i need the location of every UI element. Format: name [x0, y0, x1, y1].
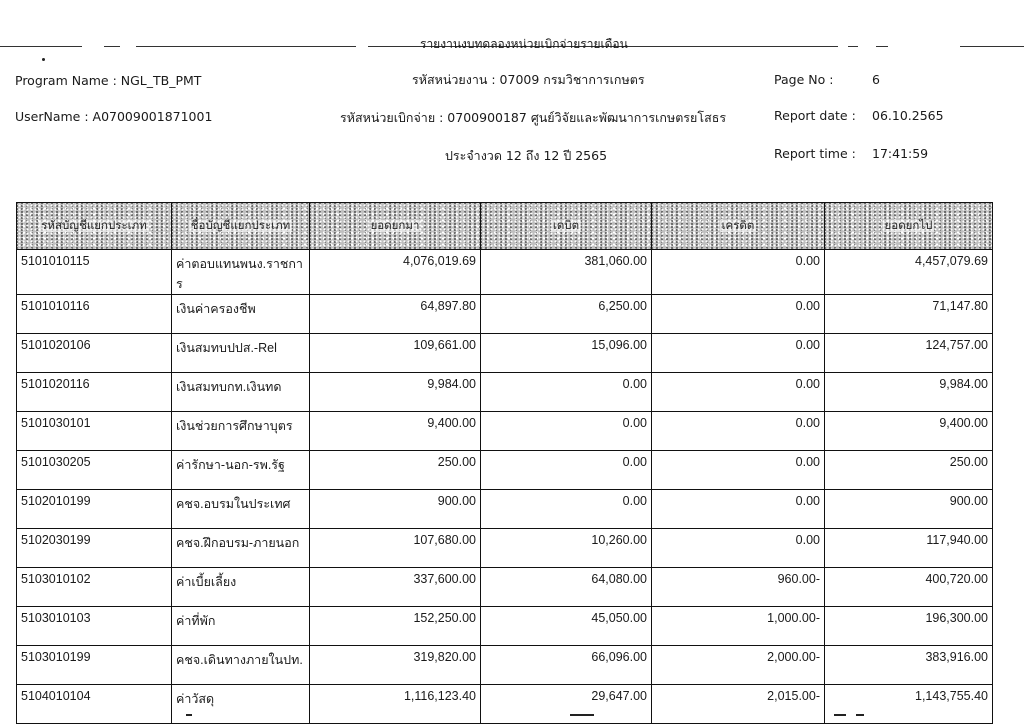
header-rule-dash [104, 46, 120, 47]
credit: 0.00 [652, 412, 825, 451]
opening-balance: 107,680.00 [310, 529, 481, 568]
account-name: เงินค่าครองชีพ [172, 295, 310, 334]
table-row [17, 529, 993, 568]
credit: 0.00 [652, 490, 825, 529]
debit: 0.00 [481, 412, 652, 451]
account-code: 5103010103 [17, 607, 172, 646]
account-name: เงินสมทบปปส.-Rel [172, 334, 310, 373]
credit: 0.00 [652, 373, 825, 412]
account-name: ค่าเบี้ยเลี้ยง [172, 568, 310, 607]
credit: 0.00 [652, 451, 825, 490]
debit: 29,647.00 [481, 685, 652, 724]
account-code: 5102010199 [17, 490, 172, 529]
scan-speck [186, 714, 192, 716]
table-row [17, 451, 993, 490]
page-no-label: Page No : [774, 72, 834, 87]
table-row [17, 490, 993, 529]
column-header-credit: เครดิต [652, 203, 825, 250]
account-code: 5101020106 [17, 334, 172, 373]
account-code: 5101030205 [17, 451, 172, 490]
closing-balance: 250.00 [825, 451, 993, 490]
account-name: เงินช่วยการศึกษาบุตร [172, 412, 310, 451]
opening-balance: 152,250.00 [310, 607, 481, 646]
closing-balance: 71,147.80 [825, 295, 993, 334]
credit: 2,000.00- [652, 646, 825, 685]
debit: 66,096.00 [481, 646, 652, 685]
program-name: Program Name : NGL_TB_PMT [15, 73, 202, 88]
report-date-label: Report date : [774, 108, 856, 123]
column-header-debit: เดบิต [481, 203, 652, 250]
scan-speck [834, 714, 846, 716]
user-name: UserName : A07009001871001 [15, 109, 213, 124]
column-header-account-code: รหัสบัญชีแยกประเภท [17, 203, 172, 250]
closing-balance: 400,720.00 [825, 568, 993, 607]
trial-balance-table [16, 202, 993, 724]
table-row [17, 250, 993, 295]
account-name: ค่าตอบแทนพนง.ราชการ [172, 250, 310, 295]
table-row [17, 607, 993, 646]
debit: 381,060.00 [481, 250, 652, 295]
column-header-closing-balance: ยอดยกไป [825, 203, 993, 250]
opening-balance: 337,600.00 [310, 568, 481, 607]
account-name: คชจ.อบรมในประเทศ [172, 490, 310, 529]
debit: 15,096.00 [481, 334, 652, 373]
closing-balance: 124,757.00 [825, 334, 993, 373]
table-row [17, 568, 993, 607]
account-code: 5101010115 [17, 250, 172, 295]
credit: 1,000.00- [652, 607, 825, 646]
column-header-account-name: ชื่อบัญชีแยกประเภท [172, 203, 310, 250]
header-rule-right [960, 46, 1024, 47]
opening-balance: 250.00 [310, 451, 481, 490]
scan-speck [42, 58, 45, 61]
closing-balance: 9,984.00 [825, 373, 993, 412]
report-time-value: 17:41:59 [872, 146, 929, 161]
account-code: 5102030199 [17, 529, 172, 568]
account-code: 5103010102 [17, 568, 172, 607]
header-rule-dash [876, 46, 888, 47]
header-rule-mid [136, 46, 356, 47]
debit: 0.00 [481, 451, 652, 490]
table-row [17, 646, 993, 685]
table-row [17, 334, 993, 373]
account-name: ค่ารักษา-นอก-รพ.รัฐ [172, 451, 310, 490]
header-rule-left [0, 46, 82, 47]
scan-speck [570, 714, 594, 716]
report-date-value: 06.10.2565 [872, 108, 944, 123]
debit: 0.00 [481, 373, 652, 412]
opening-balance: 319,820.00 [310, 646, 481, 685]
credit: 0.00 [652, 529, 825, 568]
closing-balance: 196,300.00 [825, 607, 993, 646]
table-row [17, 685, 993, 724]
account-name: เงินสมทบกท.เงินทด [172, 373, 310, 412]
opening-balance: 109,661.00 [310, 334, 481, 373]
closing-balance: 117,940.00 [825, 529, 993, 568]
account-code: 5103010199 [17, 646, 172, 685]
closing-balance: 9,400.00 [825, 412, 993, 451]
account-code: 5101010116 [17, 295, 172, 334]
closing-balance: 900.00 [825, 490, 993, 529]
debit: 64,080.00 [481, 568, 652, 607]
credit: 0.00 [652, 250, 825, 295]
debit: 0.00 [481, 490, 652, 529]
account-name: ค่าวัสดุ [172, 685, 310, 724]
opening-balance: 64,897.80 [310, 295, 481, 334]
opening-balance: 1,116,123.40 [310, 685, 481, 724]
opening-balance: 9,400.00 [310, 412, 481, 451]
debit: 45,050.00 [481, 607, 652, 646]
table-header-row [17, 203, 993, 250]
credit: 0.00 [652, 295, 825, 334]
header-rule-dash [848, 46, 858, 47]
debit: 10,260.00 [481, 529, 652, 568]
credit: 960.00- [652, 568, 825, 607]
closing-balance: 1,143,755.40 [825, 685, 993, 724]
closing-balance: 383,916.00 [825, 646, 993, 685]
opening-balance: 900.00 [310, 490, 481, 529]
debit: 6,250.00 [481, 295, 652, 334]
opening-balance: 9,984.00 [310, 373, 481, 412]
table-row [17, 412, 993, 451]
agency-code: รหัสหน่วยงาน : 07009 กรมวิชาการเกษตร [412, 72, 645, 87]
account-code: 5101030101 [17, 412, 172, 451]
scan-speck [856, 714, 864, 716]
report-title: รายงานงบทดลองหน่วยเบิกจ่ายรายเดือน [420, 37, 628, 51]
credit: 2,015.00- [652, 685, 825, 724]
page-no-value: 6 [872, 72, 880, 87]
disbursing-unit: รหัสหน่วยเบิกจ่าย : 0700900187 ศูนย์วิจัยและพัฒนาการเกษตรยโสธร [340, 110, 727, 125]
credit: 0.00 [652, 334, 825, 373]
closing-balance: 4,457,079.69 [825, 250, 993, 295]
report-period: ประจำงวด 12 ถึง 12 ปี 2565 [445, 148, 608, 163]
opening-balance: 4,076,019.69 [310, 250, 481, 295]
account-name: คชจ.เดินทางภายในปท. [172, 646, 310, 685]
account-name: คชจ.ฝึกอบรม-ภายนอก [172, 529, 310, 568]
table-row [17, 295, 993, 334]
account-name: ค่าที่พัก [172, 607, 310, 646]
table-row [17, 373, 993, 412]
column-header-opening-balance: ยอดยกมา [310, 203, 481, 250]
report-time-label: Report time : [774, 146, 856, 161]
account-code: 5104010104 [17, 685, 172, 724]
account-code: 5101020116 [17, 373, 172, 412]
